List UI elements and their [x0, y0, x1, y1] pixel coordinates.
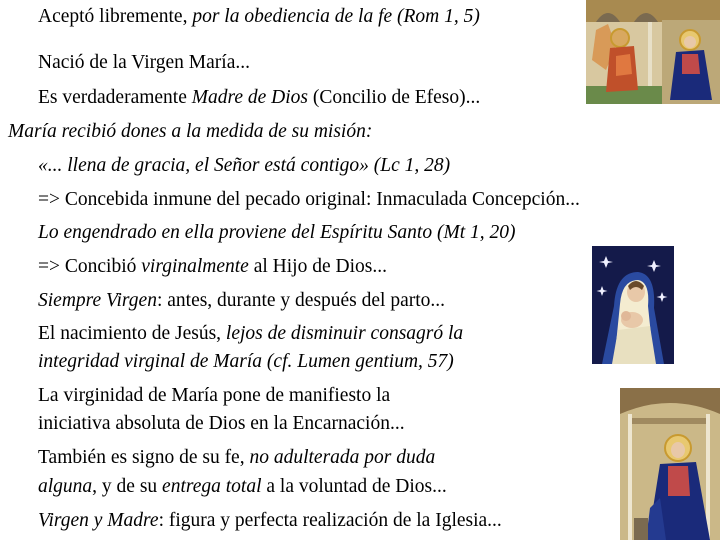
- text-line: [38, 6, 480, 28]
- italic-text: virginalmente: [141, 256, 249, 277]
- italic-text: entrega total: [162, 476, 262, 497]
- annunciation-painting-bottom: [620, 388, 720, 540]
- italic-text: Lo engendrado en ella proviene del Espíritu Santo (Mt 1, 20): [38, 222, 516, 243]
- text-line: [38, 290, 445, 312]
- annunciation-painting-top: [586, 0, 720, 104]
- italic-text: María recibió dones a la medida de su misión:: [8, 121, 373, 142]
- text-span: El nacimiento de Jesús,: [38, 323, 226, 344]
- italic-text: lejos de disminuir consagró la: [225, 323, 464, 344]
- text-span: al Hijo de Dios...: [248, 256, 387, 277]
- text-line: [38, 323, 463, 345]
- text-span: => Concibió: [38, 256, 142, 277]
- text-line: [38, 413, 405, 435]
- italic-text: «... llena de gracia, el Señor está contigo» (Lc 1, 28): [38, 155, 451, 176]
- section-heading: [8, 121, 372, 143]
- text-span: => Concebida inmune del pecado original: Inmaculada Concepción...: [38, 189, 580, 210]
- text-line: [38, 510, 502, 532]
- text-line: [38, 189, 580, 211]
- text-line: [38, 256, 387, 278]
- italic-text: Virgen y Madre: [38, 510, 159, 531]
- text-span: Nació de la Virgen María...: [38, 52, 250, 73]
- text-span: (Concilio de Efeso)...: [308, 87, 481, 108]
- text-line: [38, 87, 480, 109]
- italic-text: Madre de Dios: [191, 87, 309, 108]
- text-span: : antes, durante y después del parto...: [156, 290, 446, 311]
- text-span: a la voluntad de Dios...: [261, 476, 447, 497]
- italic-text: Siempre Virgen: [38, 290, 157, 311]
- text-span: iniciativa absoluta de Dios en la Encarnación...: [38, 413, 405, 434]
- text-line: [38, 52, 250, 74]
- madonna-and-child-painting: [592, 246, 674, 364]
- text-line: [38, 447, 435, 469]
- italic-text: integridad virginal de María (cf. Lumen gentium, 57): [38, 351, 454, 372]
- text-span: , y de su: [92, 476, 163, 497]
- text-line: [38, 222, 516, 244]
- text-span: Es verdaderamente: [38, 87, 192, 108]
- text-span: Aceptó libremente,: [38, 6, 193, 27]
- text-span: La virginidad de María pone de manifiesto la: [38, 385, 391, 406]
- italic-text: alguna: [38, 476, 93, 497]
- text-line: [38, 476, 447, 498]
- text-span: : figura y perfecta realización de la Iglesia...: [158, 510, 502, 531]
- text-span: También es signo de su fe,: [38, 447, 250, 468]
- italic-text: por la obediencia de la fe (Rom 1, 5): [192, 6, 480, 27]
- text-line: [38, 351, 454, 373]
- text-line: [38, 155, 450, 177]
- text-line: [38, 385, 390, 407]
- italic-text: no adulterada por duda: [249, 447, 436, 468]
